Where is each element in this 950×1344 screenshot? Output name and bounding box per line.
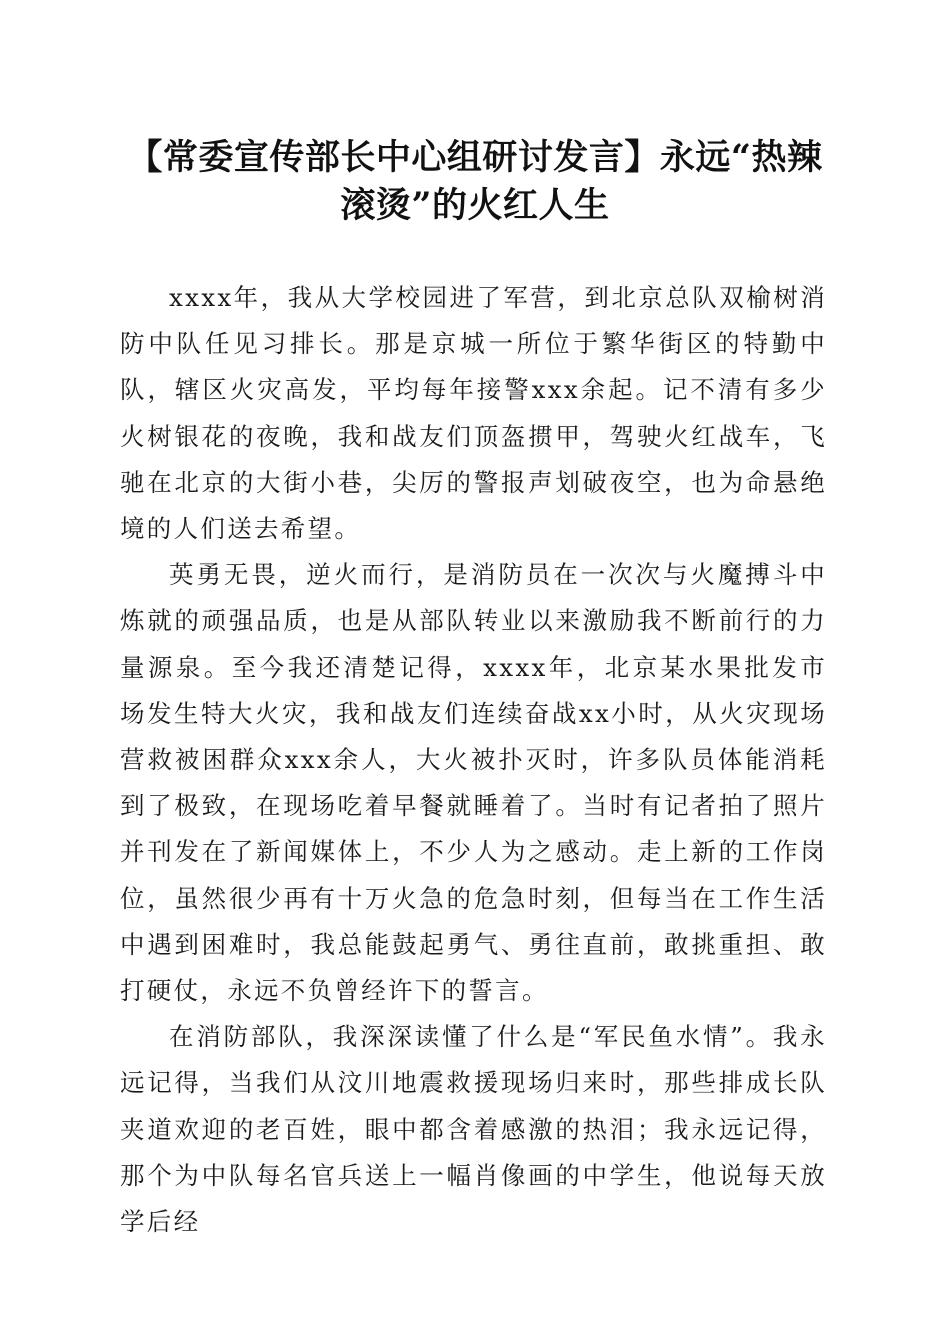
document-body — [120, 275, 827, 1245]
paragraph-2: 英勇无畏，逆火而行，是消防员在一次次与火魔搏斗中炼就的顽强品质，也是从部队转业以来激励我不断前行的力量源泉。至今我还清楚记得，xxxx年，北京某水果批发市场发生特大火灾，我和战友们连续奋战xx小时，从火灾现场营救被困群众xxx余人，大火被扑灭时，许多队员体能消耗到了极致，在现场吃着早餐就睡着了。当时有记者拍了照片并刊发在了新闻媒体上，不少人为之感动。走上新的工作岗位，虽然很少再有十万火急的危急时刻，但每当在工作生活中遇到困难时，我总能鼓起勇气、勇往直前，敢挑重担、敢打硬仗，永远不负曾经许下的誓言。 — [120, 560, 827, 1006]
paragraph-3: 在消防部队，我深深读懂了什么是“军民鱼水情”。我永远记得，当我们从汶川地震救援现场归来时，那些排成长队夹道欢迎的老百姓，眼中都含着感激的热泪；我永远记得，那个为中队每名官兵送上一幅肖像画的中学生，他说每天放学后经 — [120, 1022, 827, 1237]
document-title: 【常委宣传部长中心组研讨发言】永远“热辣滚烫”的火红人生 — [127, 137, 823, 226]
paragraph-1: xxxx年，我从大学校园进了军营，到北京总队双榆树消防中队任见习排长。那是京城一所位于繁华街区的特勤中队，辖区火灾高发，平均每年接警xxx余起。记不清有多少火树银花的夜晚，我和战友们顶盔掼甲，驾驶火红战车，飞驰在北京的大街小巷，尖厉的警报声划破夜空，也为命悬绝境的人们送去希望。 — [120, 283, 827, 544]
